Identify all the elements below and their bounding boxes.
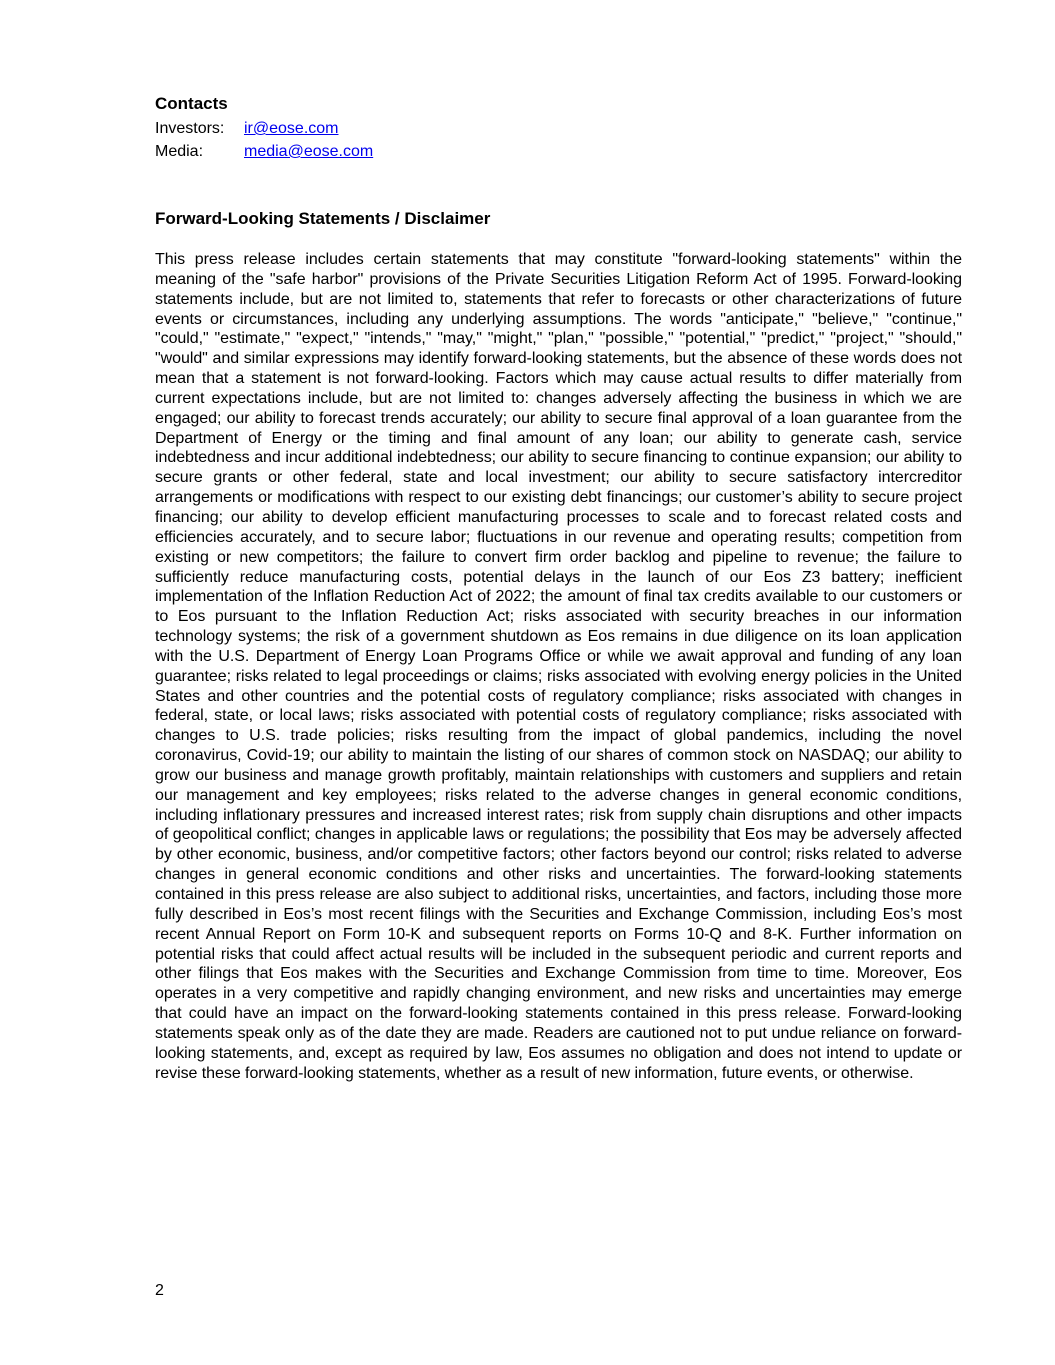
media-email-link[interactable]: media@eose.com: [244, 143, 374, 160]
disclaimer-body: This press release includes certain statements that may constitute "forward-looking statements" within the meaning of the "safe harbor" provisions of the Private Securities Litigation Reform Act of 1995. Forward-looking statements include, but are not limited to, statements that refer to forecasts or other characterizations of future events or circumstances, including any underlying assumptions. The words "anticipate," "believe," "continue," "could," "estimate," "expect," "intends," "may," "might," "plan," "possible," "potential," "predict," "project," "should," "would" and similar expressions may identify forward-looking statements, but the absence of these words does not mean that a statement is not forward-looking. Factors which may cause actual results to differ materially from current expectations include, but are not limited to: changes adversely affecting the business in which we are engaged; our ability to forecast trends accurately; our ability to secure final approval of a loan guarantee from the Department of Energy or the timing and final amount of any loan; our ability to generate cash, service indebtedness and incur additional indebtedness; our ability to secure financing to continue expansion; our ability to secure grants or other federal, state and local investment; our ability to secure satisfactory intercreditor arrangements or modifications with respect to our existing debt financings; our customer’s ability to secure project financing; our ability to develop efficient manufacturing processes to scale and to forecast related costs and efficiencies accurately, and to secure labor; fluctuations in our revenue and operating results; competition from existing or new competitors; the failure to convert firm order backlog and pipeline to revenue; the failure to sufficiently reduce manufacturing costs, potential delays in the launch of our Eos Z3 battery; inefficient implementation of the Inflation Reduction Act of 2022; the amount of final tax credits available to our customers or to Eos pursuant to the Inflation Reduction Act; risks associated with security breaches in our information technology systems; the risk of a government shutdown as Eos remains in due diligence on its loan application with the U.S. Department of Energy Loan Programs Office or while we await approval and funding of any loan guarantee; risks related to legal proceedings or claims; risks associated with evolving energy policies in the United States and other countries and the potential costs of regulatory compliance; risks associated with changes in federal, state, or local laws; risks associated with potential costs of regulatory compliance; risks associated with changes to U.S. trade policies; risks resulting from the impact of global pandemics, including the novel coronavirus, Covid-19; our ability to maintain the listing of our shares of common stock on NASDAQ; our ability to grow our business and manage growth profitably, maintain relationships with customers and suppliers and retain our management and key employees; risks related to the adverse changes in general economic conditions, including inflationary pressures and increased interest rates; risk from supply chain disruptions and other impacts of geopolitical conflict; changes in applicable laws or regulations; the possibility that Eos may be adversely affected by other economic, business, and/or competitive factors; other factors beyond our control; risks related to adverse changes in general economic conditions and other risks and uncertainties. The forward-looking statements contained in this press release are also subject to additional risks, uncertainties, and factors, including those more fully described in Eos’s most recent filings with the Securities and Exchange Commission, including Eos’s most recent Annual Report on Form 10-K and subsequent reports on Forms 10-Q and 8-K. Further information on potential risks that could affect actual results will be included in the subsequent periodic and current reports and other filings that Eos makes with the Securities and Exchange Commission from time to time. Moreover, Eos operates in a very competitive and rapidly changing environment, and new risks and uncertainties may emerge that could have an impact on the forward-looking statements contained in this press release. Forward-looking statements speak only as of the date they are made. Readers are cautioned not to put undue reliance on forward-looking statements, and, except as required by law, Eos assumes no obligation and does not intend to update or revise these forward-looking statements, whether as a result of new information, future events, or otherwise.: [155, 251, 962, 1082]
investors-label: Investors:: [155, 120, 225, 137]
investors-email-link[interactable]: ir@eose.com: [244, 120, 339, 137]
media-contact-row: [155, 141, 373, 163]
investors-contact-row: [155, 118, 339, 140]
media-label: Media:: [155, 143, 204, 160]
disclaimer-heading: Forward-Looking Statements / Disclaimer: [155, 209, 491, 228]
page-number: 2: [155, 1282, 164, 1299]
contacts-heading: Contacts: [155, 94, 228, 113]
